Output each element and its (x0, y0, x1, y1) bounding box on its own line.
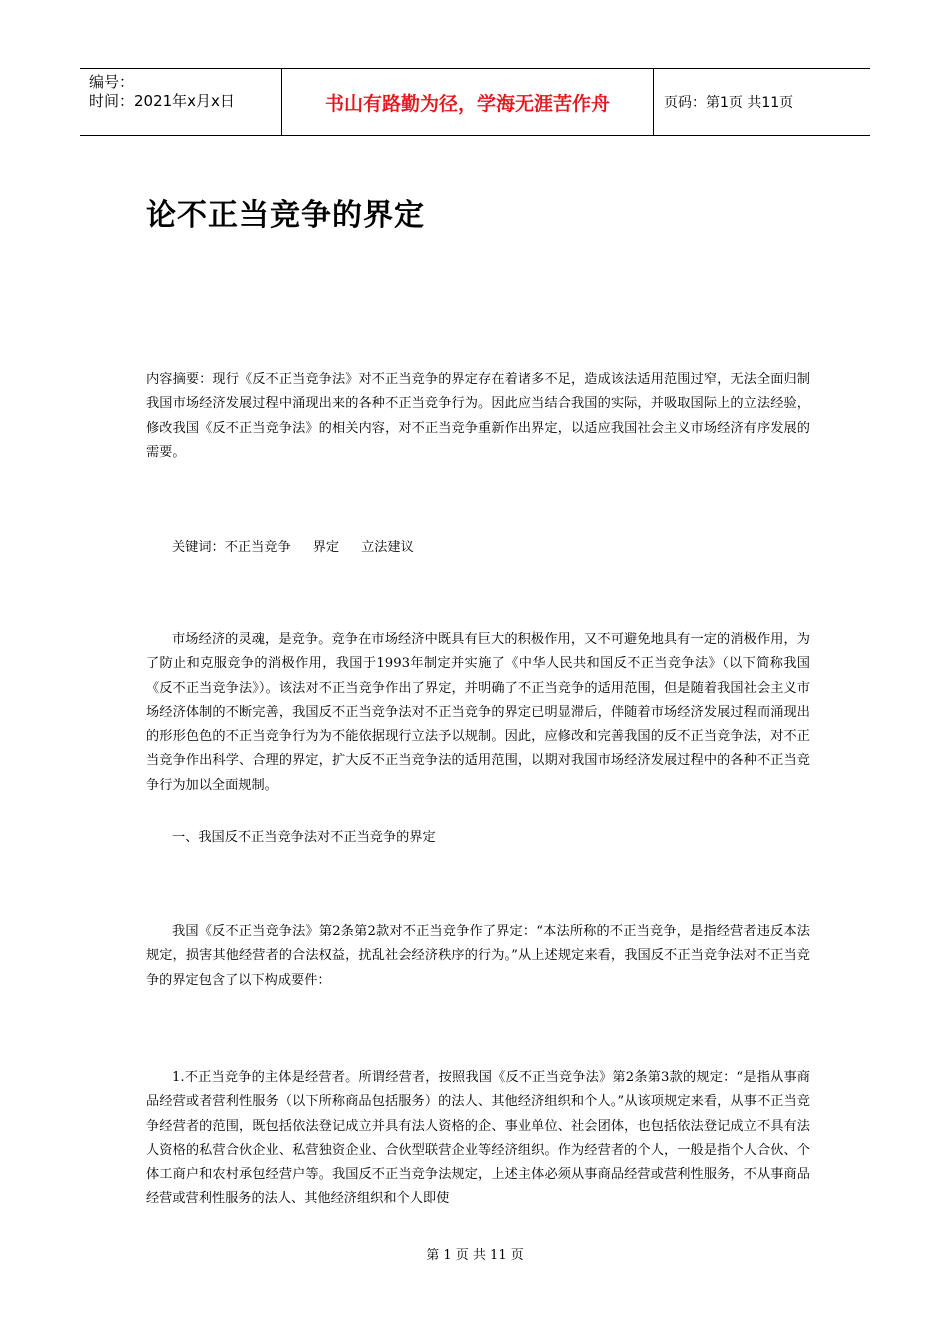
number-label: 编号： (89, 73, 135, 91)
abstract-paragraph: 内容摘要：现行《反不正当竞争法》对不正当竞争的界定存在着诸多不足，造成该法适用范围过窄，无法全面归制我国市场经济发展过程中涌现出来的各种不正当竞争行为。因此应当结合我国的实际，并吸取国际上的立法经验，修改我国《反不正当竞争法》的相关内容，对不正当竞争重新作出界定，以适应我国社会主义市场经济有序发展的需要。 (146, 372, 810, 460)
page-header (80, 68, 870, 136)
keywords-label: 关键词： (172, 540, 225, 555)
keyword-item: 立法建议 (361, 540, 414, 555)
keyword-item: 不正当竞争 (224, 540, 291, 555)
keywords-line (172, 536, 436, 560)
header-meta (80, 69, 282, 135)
header-page-info: 页码：第1页 共11页 (664, 95, 794, 111)
keyword-item: 界定 (312, 540, 340, 555)
intro-paragraph: 市场经济的灵魂，是竞争。竞争在市场经济中既具有巨大的积极作用，又不可避免地具有一定的消极作用，为了防止和克服竞争的消极作用，我国于1993年制定并实施了《中华人民共和国反不正当竞争法》（以下简称我国《反不正当竞争法》）。该法对不正当竞争作出了界定，并明确了不正当竞争的适用范围，但是随着我国社会主义市场经济体制的不断完善，我国反不正当竞争法对不正当竞争的界定已明显滞后，伴随着市场经济发展过程而涌现出的形形色色的不正当竞争行为为不能依据现行立法予以规制。因此，应修改和完善我国的反不正当竞争法，对不正当竞争作出科学、合理的界定，扩大反不正当竞争法的适用范围，以期对我国市场经济发展过程中的各种不正当竞争行为加以全面规制。 (146, 632, 810, 793)
header-motto: 书山有路勤为径，学海无涯苦作舟 (282, 69, 654, 135)
definition-paragraph: 我国《反不正当竞争法》第2条第2款对不正当竞争作了界定：“本法所称的不正当竞争，是指经营者违反本法规定，损害其他经营者的合法权益，扰乱社会经济秩序的行为。”从上述规定来看，我国反不正当竞争法对不正当竞争的界定包含了以下构成要件： (146, 924, 810, 988)
section-heading-1: 一、我国反不正当竞争法对不正当竞争的界定 (172, 830, 436, 845)
time-label: 时间：2021年x月x日 (89, 92, 235, 110)
document-title: 论不正当竞争的界定 (146, 198, 425, 233)
page-footer: 第 1 页 共 11 页 (426, 1248, 524, 1263)
point-1-paragraph: 1.不正当竞争的主体是经营者。所谓经营者，按照我国《反不正当竞争法》第2条第3款的规定：“是指从事商品经营或者营利性服务（以下所称商品包括服务）的法人、其他经济组织和个人。”从该项规定来看，从事不正当竞争经营者的范围，既包括依法登记成立并具有法人资格的企、事业单位、社会团体，也包括依法登记成立不具有法人资格的私营合伙企业、私营独资企业、合伙型联营企业等经济组织。作为经营者的个人，一般是指个人合伙、个体工商户和农村承包经营户等。我国反不正当竞争法规定，上述主体必须从事商品经营或营利性服务，不从事商品经营或营利性服务的法人、其他经济组织和个人即使 (146, 1070, 810, 1207)
